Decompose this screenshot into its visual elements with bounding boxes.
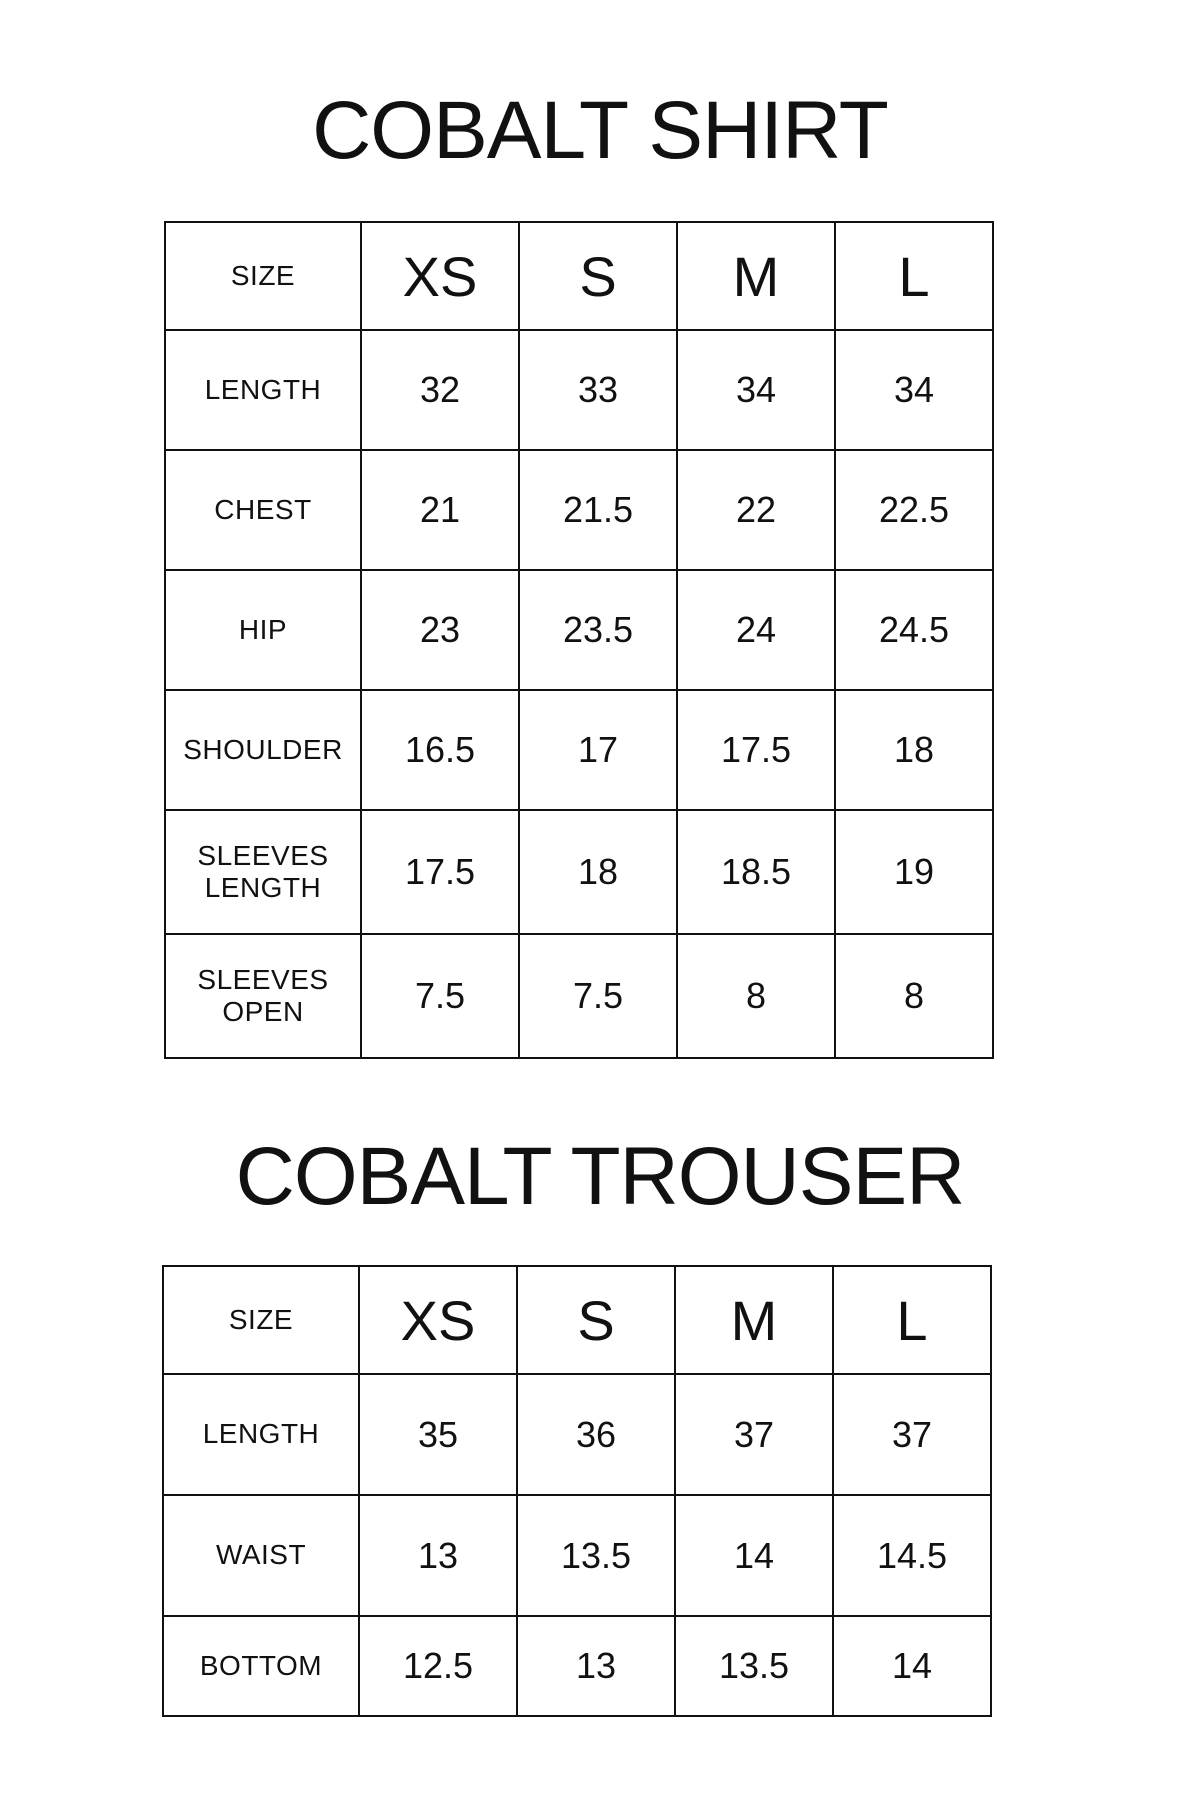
measurement-value: 8 — [835, 934, 993, 1058]
table-row — [163, 1374, 991, 1495]
measurement-value: 18 — [835, 690, 993, 810]
trouser-size-chart-title: COBALT TROUSER — [235, 1131, 965, 1222]
measurement-value: 19 — [835, 810, 993, 934]
measurement-value: 13 — [517, 1616, 675, 1716]
measurement-value: 17.5 — [361, 810, 519, 934]
table-row — [163, 1616, 991, 1716]
row-label: SHOULDER — [165, 690, 361, 810]
table-row — [165, 934, 993, 1058]
measurement-value: 7.5 — [361, 934, 519, 1058]
size-header-label: SIZE — [163, 1266, 359, 1374]
table-row — [165, 330, 993, 450]
measurement-value: 37 — [675, 1374, 833, 1495]
size-heading-m: M — [677, 222, 835, 330]
measurement-value: 13.5 — [675, 1616, 833, 1716]
measurement-value: 21 — [361, 450, 519, 570]
row-label: SLEEVES LENGTH — [165, 810, 361, 934]
measurement-value: 23.5 — [519, 570, 677, 690]
table-row — [165, 450, 993, 570]
measurement-value: 17 — [519, 690, 677, 810]
measurement-value: 14.5 — [833, 1495, 991, 1616]
measurement-value: 23 — [361, 570, 519, 690]
shirt-size-table — [164, 221, 994, 1059]
row-label: HIP — [165, 570, 361, 690]
row-label: LENGTH — [165, 330, 361, 450]
row-label: CHEST — [165, 450, 361, 570]
measurement-value: 12.5 — [359, 1616, 517, 1716]
measurement-value: 33 — [519, 330, 677, 450]
measurement-value: 18.5 — [677, 810, 835, 934]
size-heading-xs: XS — [361, 222, 519, 330]
measurement-value: 34 — [677, 330, 835, 450]
measurement-value: 8 — [677, 934, 835, 1058]
table-row — [163, 1495, 991, 1616]
row-label: LENGTH — [163, 1374, 359, 1495]
measurement-value: 32 — [361, 330, 519, 450]
table-row — [165, 810, 993, 934]
measurement-value: 24.5 — [835, 570, 993, 690]
size-heading-l: L — [833, 1266, 991, 1374]
size-header-label: SIZE — [165, 222, 361, 330]
row-label: BOTTOM — [163, 1616, 359, 1716]
row-label: WAIST — [163, 1495, 359, 1616]
measurement-value: 21.5 — [519, 450, 677, 570]
table-header-row — [163, 1266, 991, 1374]
size-heading-l: L — [835, 222, 993, 330]
measurement-value: 13 — [359, 1495, 517, 1616]
measurement-value: 24 — [677, 570, 835, 690]
measurement-value: 34 — [835, 330, 993, 450]
size-heading-m: M — [675, 1266, 833, 1374]
measurement-value: 17.5 — [677, 690, 835, 810]
shirt-size-chart-title: COBALT SHIRT — [312, 85, 888, 176]
size-heading-s: S — [519, 222, 677, 330]
measurement-value: 14 — [675, 1495, 833, 1616]
table-row — [165, 690, 993, 810]
trouser-size-table — [162, 1265, 992, 1717]
table-row — [165, 570, 993, 690]
row-label: SLEEVES OPEN — [165, 934, 361, 1058]
measurement-value: 22.5 — [835, 450, 993, 570]
measurement-value: 22 — [677, 450, 835, 570]
measurement-value: 13.5 — [517, 1495, 675, 1616]
table-header-row — [165, 222, 993, 330]
measurement-value: 35 — [359, 1374, 517, 1495]
measurement-value: 16.5 — [361, 690, 519, 810]
size-heading-xs: XS — [359, 1266, 517, 1374]
size-heading-s: S — [517, 1266, 675, 1374]
measurement-value: 36 — [517, 1374, 675, 1495]
measurement-value: 14 — [833, 1616, 991, 1716]
measurement-value: 37 — [833, 1374, 991, 1495]
measurement-value: 7.5 — [519, 934, 677, 1058]
measurement-value: 18 — [519, 810, 677, 934]
